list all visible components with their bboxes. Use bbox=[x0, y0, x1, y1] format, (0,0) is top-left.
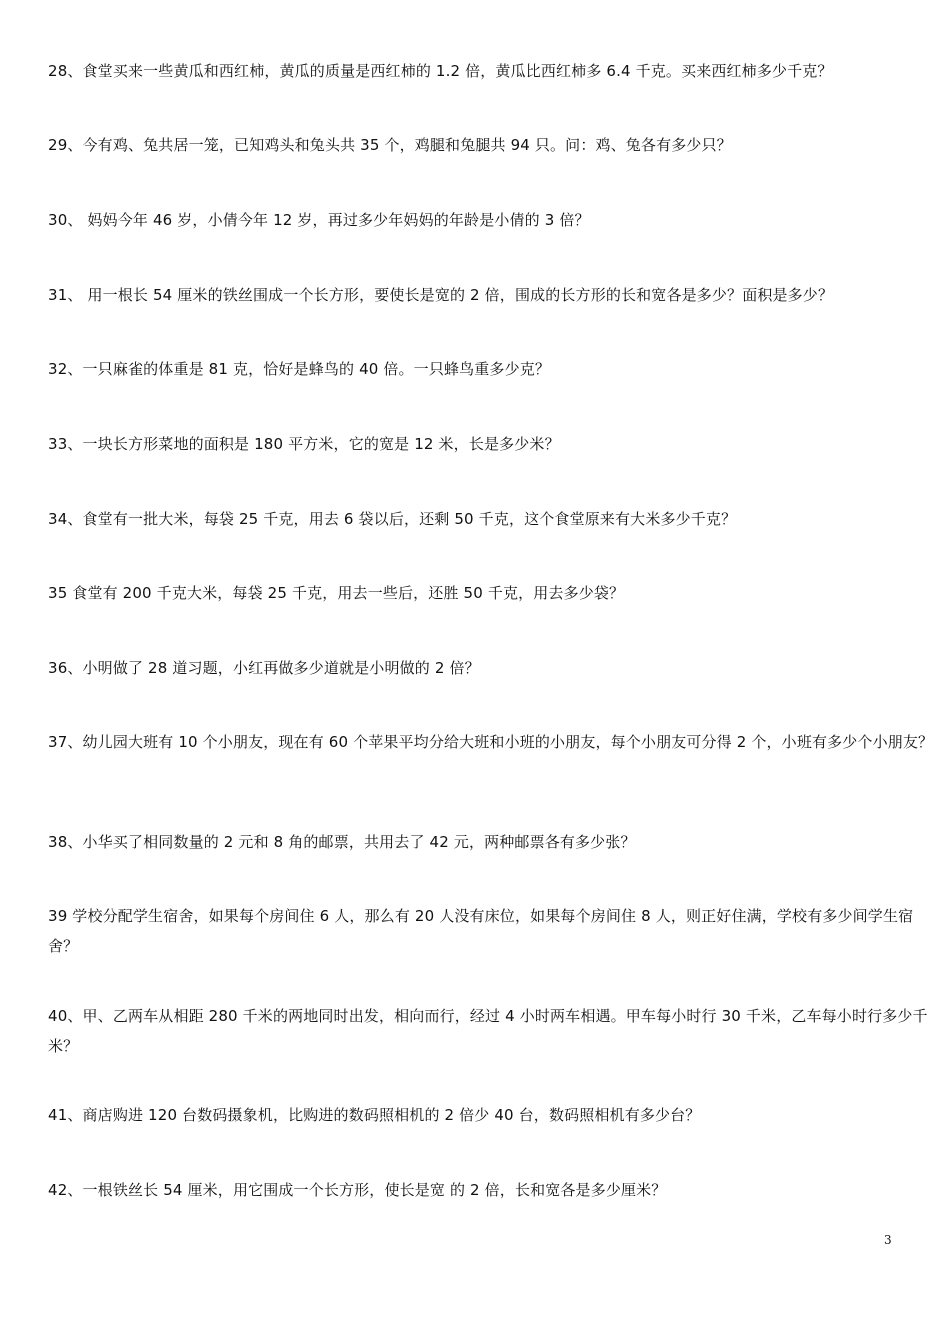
problem-29: 29、今有鸡、兔共居一笼，已知鸡头和兔头共 35 个，鸡腿和兔腿共 94 只。问：鸡、兔各有多少只？ bbox=[48, 136, 732, 154]
problem-39: 39 学校分配学生宿舍，如果每个房间住 6 人，那么有 20 人没有床位，如果每个房间住 8 人，则正好住满，学校有多少间学生宿舍？ bbox=[48, 907, 914, 955]
problem-31: 31、 用一根长 54 厘米的铁丝围成一个长方形，要使长是宽的 2 倍，围成的长方形的长和宽各是多少？面积是多少？ bbox=[48, 286, 834, 304]
problem-32: 32、一只麻雀的体重是 81 克，恰好是蜂鸟的 40 倍。一只蜂鸟重多少克？ bbox=[48, 360, 551, 378]
problem-36: 36、小明做了 28 道习题，小红再做多少道就是小明做的 2 倍？ bbox=[48, 659, 480, 677]
problem-40: 40、甲、乙两车从相距 280 千米的两地同时出发，相向而行，经过 4 小时两车相遇。甲车每小时行 30 千米，乙车每小时行多少千米？ bbox=[48, 1007, 928, 1055]
problem-33: 33、一块长方形菜地的面积是 180 平方米，它的宽是 12 米，长是多少米？ bbox=[48, 435, 560, 453]
problem-37: 37、幼儿园大班有 10 个小朋友，现在有 60 个苹果平均分给大班和小班的小朋友，每个小朋友可分得 2 个，小班有多少个小朋友？ bbox=[48, 733, 934, 751]
problem-38: 38、小华买了相同数量的 2 元和 8 角的邮票，共用去了 42 元，两种邮票各有多少张？ bbox=[48, 833, 636, 851]
page-number: 3 bbox=[884, 1233, 892, 1247]
problem-28: 28、食堂买来一些黄瓜和西红柿，黄瓜的质量是西红柿的 1.2 倍，黄瓜比西红柿多 6.4 千克。买来西红柿多少千克？ bbox=[48, 62, 833, 80]
problem-34: 34、食堂有一批大米，每袋 25 千克，用去 6 袋以后，还剩 50 千克，这个食堂原来有大米多少千克？ bbox=[48, 510, 737, 528]
problem-41: 41、商店购进 120 台数码摄象机，比购进的数码照相机的 2 倍少 40 台，数码照相机有多少台？ bbox=[48, 1106, 701, 1124]
problem-35: 35 食堂有 200 千克大米，每袋 25 千克，用去一些后，还胜 50 千克，用去多少袋？ bbox=[48, 584, 625, 602]
problem-42: 42、一根铁丝长 54 厘米，用它围成一个长方形，使长是宽 的 2 倍，长和宽各是多少厘米？ bbox=[48, 1181, 667, 1199]
problem-30: 30、 妈妈今年 46 岁，小倩今年 12 岁，再过多少年妈妈的年龄是小倩的 3 倍？ bbox=[48, 211, 590, 229]
